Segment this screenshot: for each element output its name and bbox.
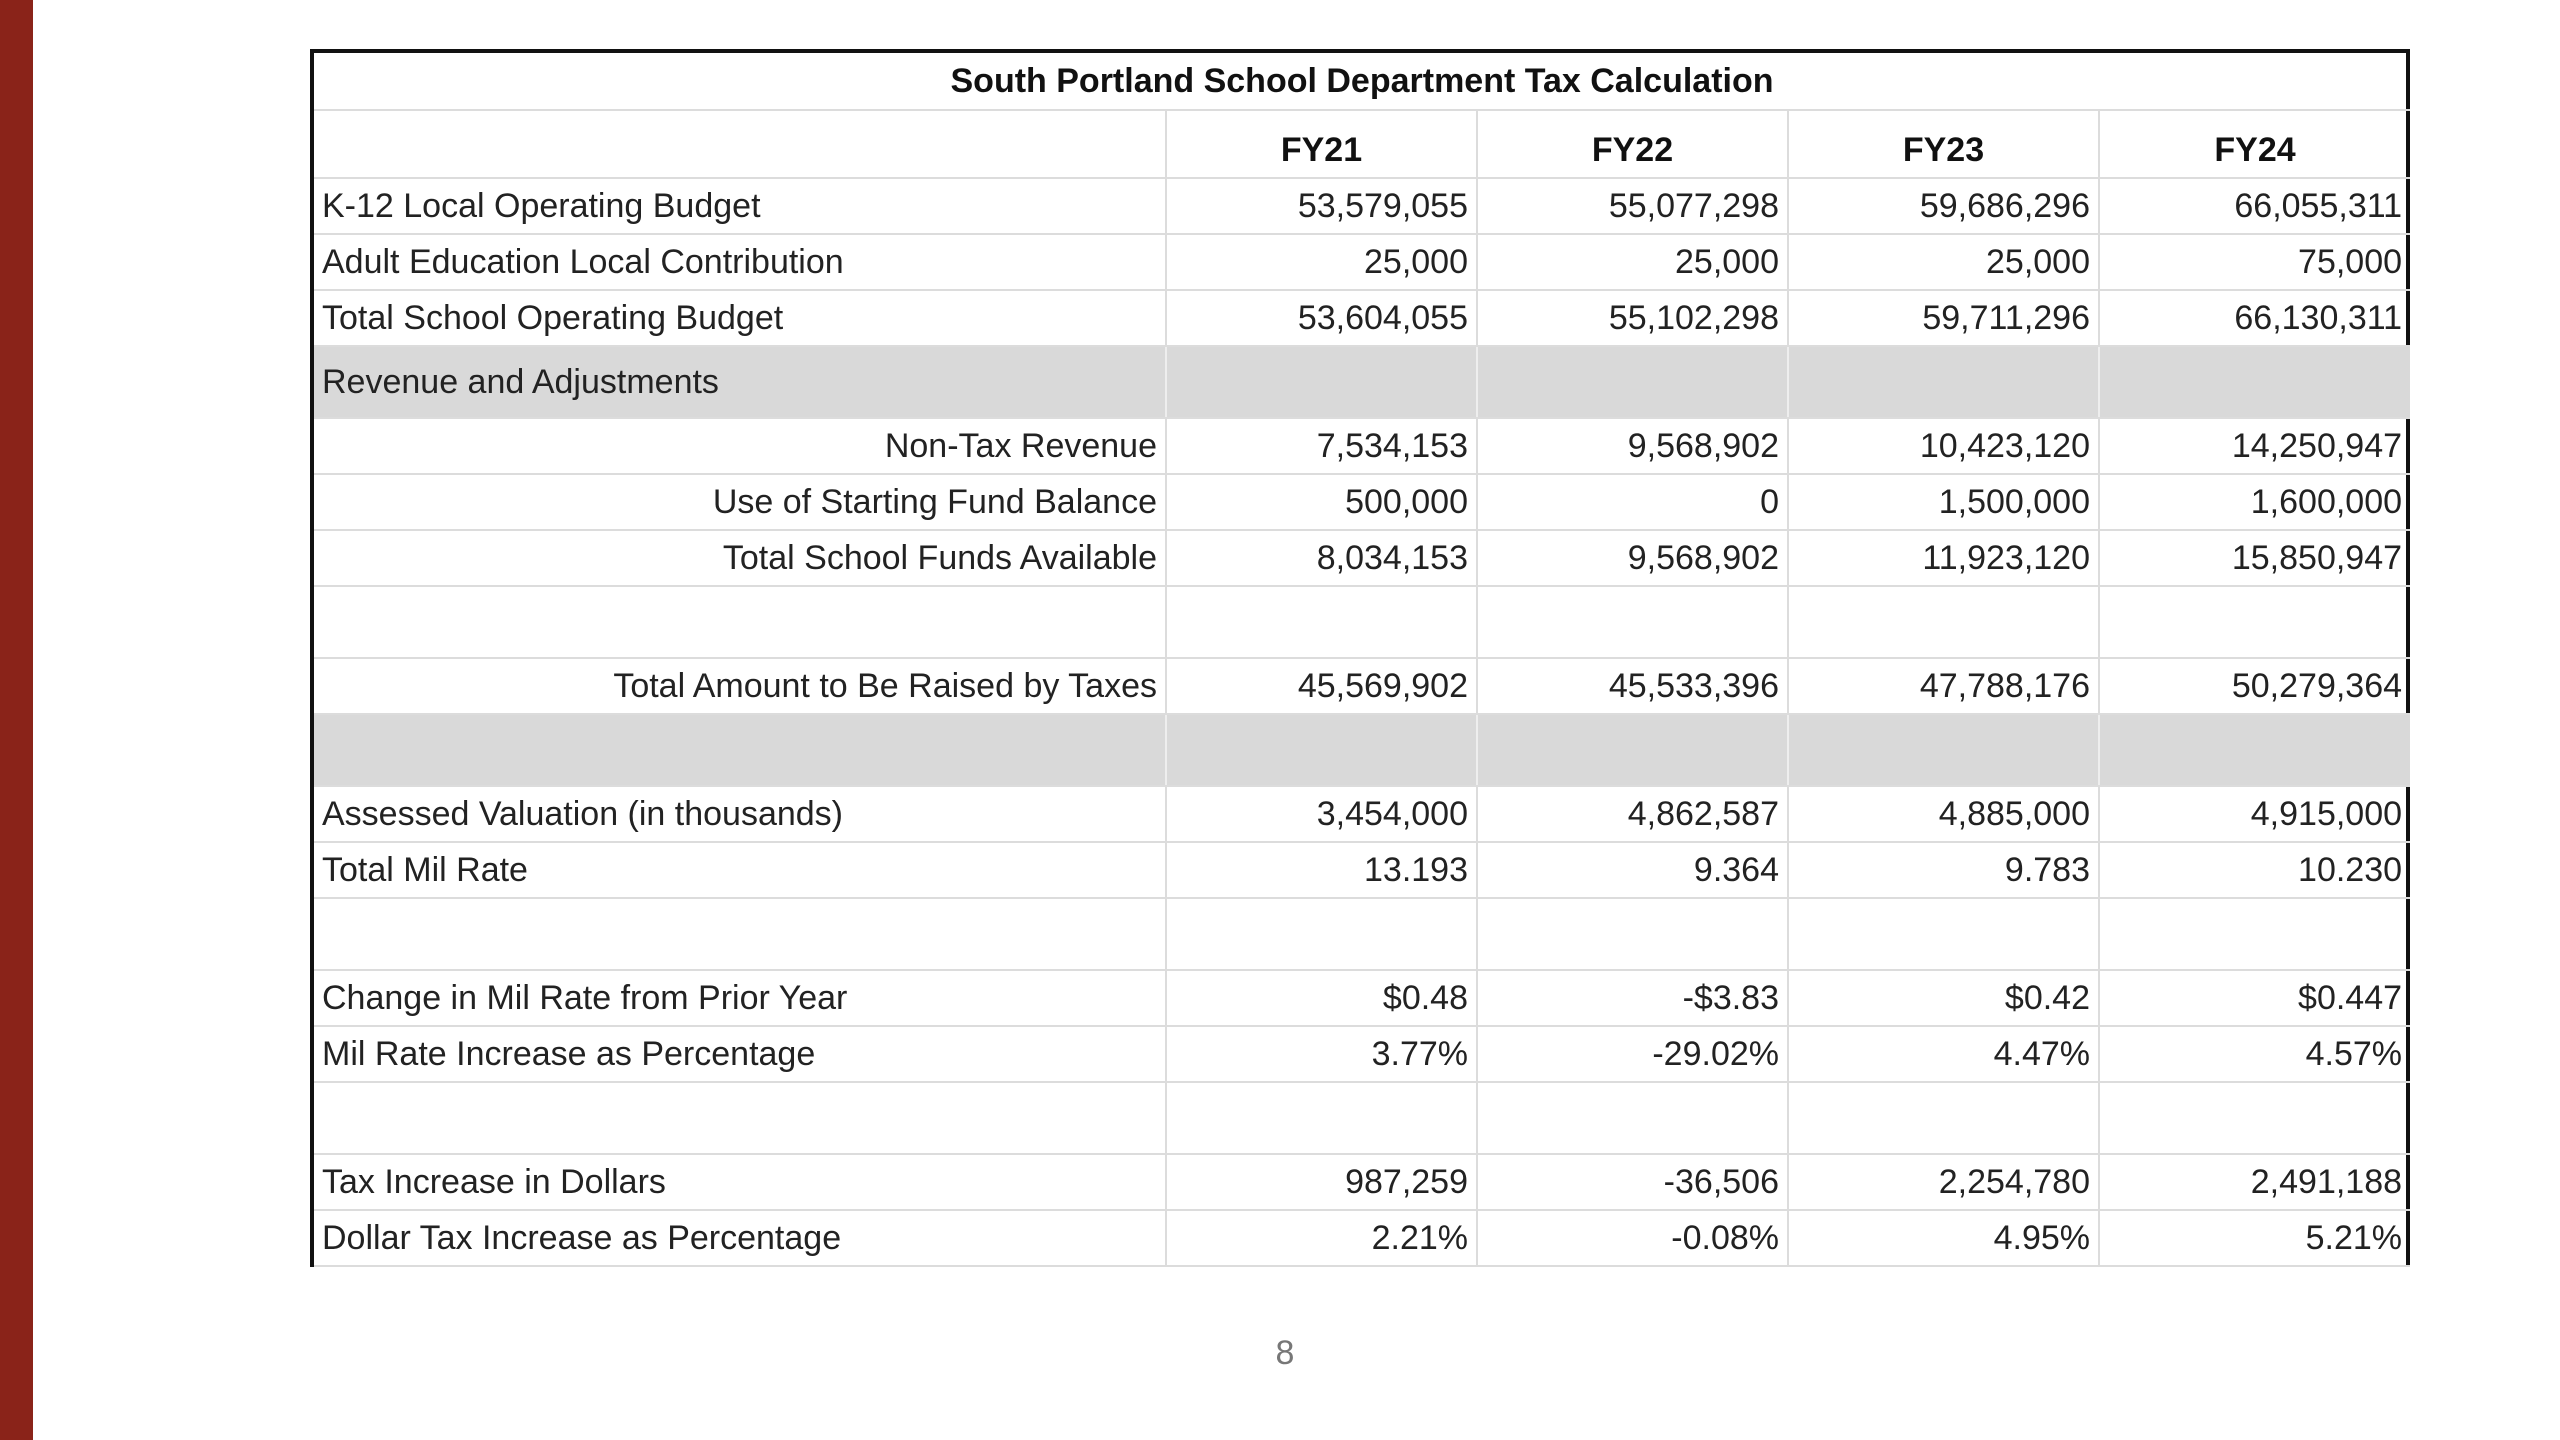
cell-value: 15,850,947 (2099, 530, 2410, 586)
table-title: South Portland School Department Tax Calculation (314, 53, 2410, 110)
shaded-divider-row (314, 714, 2410, 786)
cell-value: 25,000 (1788, 234, 2099, 290)
cell-value: 9.783 (1788, 842, 2099, 898)
row-label: Total Amount to Be Raised by Taxes (314, 658, 1166, 714)
row-label: Mil Rate Increase as Percentage (314, 1026, 1166, 1082)
cell-value: 14,250,947 (2099, 418, 2410, 474)
cell-value: 25,000 (1166, 234, 1477, 290)
shaded-cell (2099, 346, 2410, 418)
row-label: Adult Education Local Contribution (314, 234, 1166, 290)
cell-value: 53,604,055 (1166, 290, 1477, 346)
row-label: Use of Starting Fund Balance (314, 474, 1166, 530)
left-accent-bar (0, 0, 33, 1440)
table-row (314, 1210, 2410, 1266)
row-label: Assessed Valuation (in thousands) (314, 786, 1166, 842)
cell-value: 55,077,298 (1477, 178, 1788, 234)
tax-calculation-table (310, 49, 2410, 1267)
row-label: Total Mil Rate (314, 842, 1166, 898)
table-row (314, 530, 2410, 586)
table-row (314, 970, 2410, 1026)
empty-row (314, 898, 2410, 970)
cell-value: 500,000 (1166, 474, 1477, 530)
table-row (314, 842, 2410, 898)
cell-value: 4.95% (1788, 1210, 2099, 1266)
table-row (314, 1026, 2410, 1082)
cell-value: -$3.83 (1477, 970, 1788, 1026)
cell-value: 47,788,176 (1788, 658, 2099, 714)
title-row (314, 53, 2410, 110)
row-label: Change in Mil Rate from Prior Year (314, 970, 1166, 1026)
table-row (314, 658, 2410, 714)
cell-value: -36,506 (1477, 1154, 1788, 1210)
cell-value: 5.21% (2099, 1210, 2410, 1266)
cell-value: 4.57% (2099, 1026, 2410, 1082)
cell-value: $0.48 (1166, 970, 1477, 1026)
cell-value: 10.230 (2099, 842, 2410, 898)
shaded-cell (1166, 346, 1477, 418)
cell-value: 25,000 (1477, 234, 1788, 290)
cell-value: 4,915,000 (2099, 786, 2410, 842)
cell-value: $0.42 (1788, 970, 2099, 1026)
cell-value: 3,454,000 (1166, 786, 1477, 842)
row-label: Dollar Tax Increase as Percentage (314, 1210, 1166, 1266)
row-label: Total School Operating Budget (314, 290, 1166, 346)
cell-value: 4.47% (1788, 1026, 2099, 1082)
column-header-fy22: FY22 (1477, 110, 1788, 178)
row-label: Total School Funds Available (314, 530, 1166, 586)
cell-value: 8,034,153 (1166, 530, 1477, 586)
cell-value: 987,259 (1166, 1154, 1477, 1210)
row-label: Non-Tax Revenue (314, 418, 1166, 474)
cell-value: 1,600,000 (2099, 474, 2410, 530)
cell-value: 66,130,311 (2099, 290, 2410, 346)
column-header-fy24: FY24 (2099, 110, 2410, 178)
cell-value: 2.21% (1166, 1210, 1477, 1266)
column-header-fy23: FY23 (1788, 110, 2099, 178)
cell-value: 2,491,188 (2099, 1154, 2410, 1210)
cell-value: 13.193 (1166, 842, 1477, 898)
cell-value: 4,862,587 (1477, 786, 1788, 842)
row-label: Tax Increase in Dollars (314, 1154, 1166, 1210)
table-row (314, 1154, 2410, 1210)
cell-value: 59,686,296 (1788, 178, 2099, 234)
cell-value: 53,579,055 (1166, 178, 1477, 234)
cell-value: 7,534,153 (1166, 418, 1477, 474)
shaded-cell (1477, 346, 1788, 418)
cell-value: 66,055,311 (2099, 178, 2410, 234)
cell-value: 55,102,298 (1477, 290, 1788, 346)
cell-value: 1,500,000 (1788, 474, 2099, 530)
spreadsheet-grid (314, 53, 2410, 1267)
cell-value: 9.364 (1477, 842, 1788, 898)
header-row (314, 110, 2410, 178)
cell-value: 50,279,364 (2099, 658, 2410, 714)
cell-value: 0 (1477, 474, 1788, 530)
cell-value: 45,533,396 (1477, 658, 1788, 714)
cell-value: -0.08% (1477, 1210, 1788, 1266)
empty-row (314, 586, 2410, 658)
cell-value: $0.447 (2099, 970, 2410, 1026)
table-row (314, 178, 2410, 234)
column-header-fy21: FY21 (1166, 110, 1477, 178)
cell-value: 9,568,902 (1477, 530, 1788, 586)
section-label: Revenue and Adjustments (314, 346, 1166, 418)
table-row (314, 290, 2410, 346)
cell-value: 3.77% (1166, 1026, 1477, 1082)
cell-value: 4,885,000 (1788, 786, 2099, 842)
cell-value: 10,423,120 (1788, 418, 2099, 474)
header-blank (314, 110, 1166, 178)
table-row (314, 418, 2410, 474)
table-row (314, 474, 2410, 530)
page-number: 8 (1275, 1334, 1295, 1372)
cell-value: -29.02% (1477, 1026, 1788, 1082)
cell-value: 75,000 (2099, 234, 2410, 290)
table-row (314, 234, 2410, 290)
empty-row (314, 1082, 2410, 1154)
section-header-row (314, 346, 2410, 418)
cell-value: 45,569,902 (1166, 658, 1477, 714)
table-row (314, 786, 2410, 842)
cell-value: 9,568,902 (1477, 418, 1788, 474)
cell-value: 2,254,780 (1788, 1154, 2099, 1210)
shaded-cell (1788, 346, 2099, 418)
cell-value: 59,711,296 (1788, 290, 2099, 346)
row-label: K-12 Local Operating Budget (314, 178, 1166, 234)
cell-value: 11,923,120 (1788, 530, 2099, 586)
